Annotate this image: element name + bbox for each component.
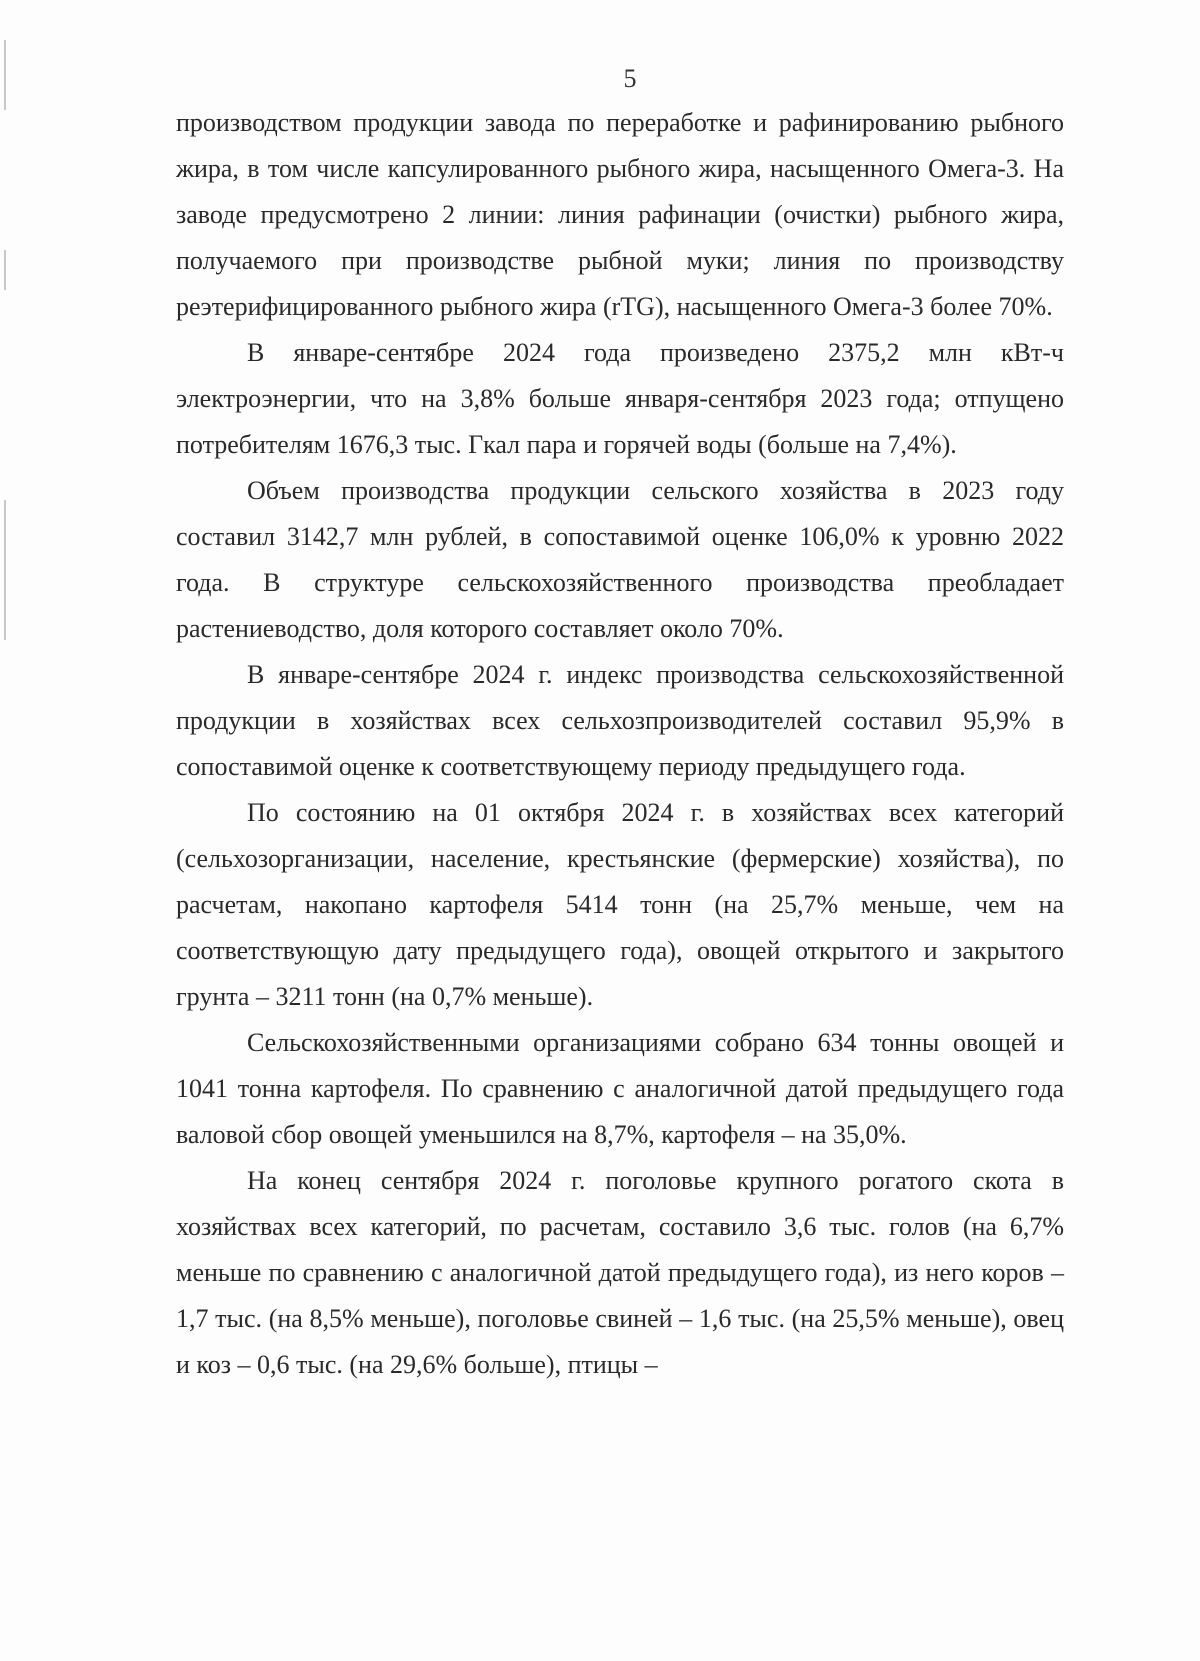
body-text xyxy=(176,100,1064,1388)
page-number: 5 xyxy=(623,64,637,93)
scan-edge-mark xyxy=(4,250,6,290)
paragraph-agri-organizations: Сельскохозяйственными организациями собрано 634 тонны овощей и 1041 тонна картофеля. По сравнению с аналогичной датой предыдущего года валовой сбор овощей уменьшился на 8,7%, картофеля – на 35,0%. xyxy=(176,1028,1064,1149)
paragraph-potato-harvest: По состоянию на 01 октября 2024 г. в хозяйствах всех категорий (сельхозорганизации, население, крестьянские (фермерские) хозяйства), по расчетам, накопано картофеля 5414 тонн (на 25,7% меньше, чем на соответствующую дату предыдущего года), овощей открытого и закрытого грунта – 3211 тонн (на 0,7% меньше). xyxy=(176,798,1064,1011)
paragraph-agriculture-index: В январе-сентябре 2024 г. индекс производства сельскохозяйственной продукции в хозяйствах всех сельхозпроизводителей составил 95,9% в сопоставимой оценке к соответствующему периоду предыдущего года. xyxy=(176,660,1064,781)
scan-edge-mark xyxy=(4,500,6,640)
paragraph-livestock: На конец сентября 2024 г. поголовье крупного рогатого скота в хозяйствах всех категорий, по расчетам, составило 3,6 тыс. голов (на 6,7% меньше по сравнению с аналогичной датой предыдущего года), из него коров – 1,7 тыс. (на 8,5% меньше), поголовье свиней – 1,6 тыс. (на 25,5% меньше), овец и коз – 0,6 тыс. (на 29,6% больше), птицы – xyxy=(176,1166,1064,1379)
paragraph-electricity: В январе-сентябре 2024 года произведено 2375,2 млн кВт-ч электроэнергии, что на 3,8% больше января-сентября 2023 года; отпущено потребителям 1676,3 тыс. Гкал пара и горячей воды (больше на 7,4%). xyxy=(176,338,1064,459)
paragraph-agriculture-volume: Объем производства продукции сельского хозяйства в 2023 году составил 3142,7 млн рублей, в сопоставимой оценке 106,0% к уровню 2022 года. В структуре сельскохозяйственного производства преобладает растениеводство, доля которого составляет около 70%. xyxy=(176,476,1064,643)
paragraph-fish-oil-plant: производством продукции завода по переработке и рафинированию рыбного жира, в том числе капсулированного рыбного жира, насыщенного Омега-3. На заводе предусмотрено 2 линии: линия рафинации (очистки) рыбного жира, получаемого при производстве рыбной муки; линия по производству реэтерифицированного рыбного жира (rTG), насыщенного Омега-3 более 70%. xyxy=(176,108,1064,321)
